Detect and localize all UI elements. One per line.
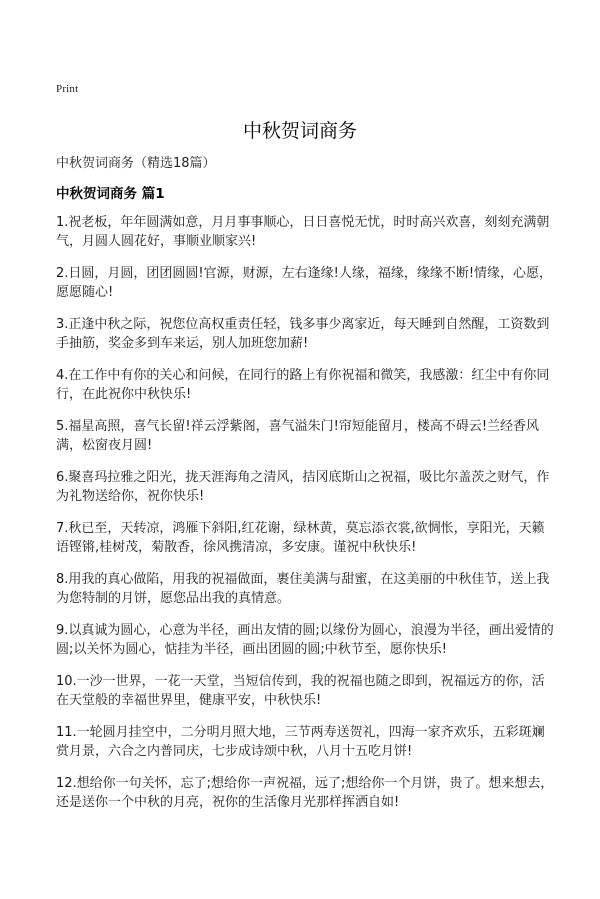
section-heading: 中秋贺词商务 篇1 <box>56 186 165 202</box>
greeting-item-8: 8.用我的真心做陷，用我的祝福做面，裹住美满与甜蜜，在这美丽的中秋佳节，送上我为您特制的月饼，愿您品出我的真情意。 <box>56 572 550 606</box>
greeting-item-2: 2.日圆，月圆，团团圆圆!官源，财源，左右逢缘!人缘，福缘，缘缘不断!情缘，心愿，愿愿随心! <box>56 266 553 300</box>
greeting-item-9: 9.以真诚为圆心，心意为半径，画出友情的圆;以缘份为圆心，浪漫为半径，画出爱情的圆;以关怀为圆心，惦挂为半径，画出团圆的圆;中秋节至，愿你快乐! <box>56 623 554 657</box>
greeting-item-6: 6.聚喜玛拉雅之阳光，拢天涯海角之清风，拮冈底斯山之祝福，吸比尔盖茨之财气，作为礼物送给你，祝你快乐! <box>56 470 550 504</box>
document-title: 中秋贺词商务 <box>242 120 357 142</box>
greeting-list <box>56 213 554 825</box>
greeting-item-5: 5.福星高照，喜气长留!祥云浮紫阁，喜气溢朱门!帘短能留月，楼高不碍云!兰经香风满，松窗夜月圆! <box>56 419 540 453</box>
greeting-item-7: 7.秋已至，天转凉，鸿雁下斜阳,红花谢，绿林黄，莫忘添衣裳,欲惆怅，享阳光，天籁语铿锵,桂树茂，菊散香，徐风携清凉，多安康。谨祝中秋快乐! <box>56 521 545 555</box>
document-subtitle: 中秋贺词商务（精选18篇） <box>56 156 216 171</box>
greeting-item-3: 3.正逢中秋之际，祝您位高权重责任轻，钱多事少离家近，每天睡到自然醒，工资数到手抽筋，奖金多到车来运，别人加班您加薪! <box>56 317 550 351</box>
greeting-item-11: 11.一轮圆月挂空中，二分明月照大地，三节两寿送贺礼，四海一家齐欢乐，五彩斑斓赏月景，六合之内普同庆，七步成诗颂中秋，八月十五吃月饼! <box>56 725 545 759</box>
print-label: Print <box>56 83 79 95</box>
greeting-item-10: 10.一沙一世界，一花一天堂，当短信传到，我的祝福也随之即到，祝福远方的你，活在天堂般的幸福世界里，健康平安，中秋快乐! <box>56 674 545 708</box>
greeting-item-1: 1.祝老板，年年圆满如意，月月事事顺心，日日喜悦无忧，时时高兴欢喜，刻刻充满朝气，月圆人圆花好，事顺业顺家兴! <box>56 215 550 249</box>
greeting-item-4: 4.在工作中有你的关心和问候，在同行的路上有你祝福和微笑，我感激：红尘中有你同行，在此祝你中秋快乐! <box>56 368 550 402</box>
greeting-item-12: 12.想给你一句关怀，忘了;想给你一声祝福，远了;想给你一个月饼，贵了。想来想去，还是送你一个中秋的月亮，祝你的生活像月光那样挥洒自如! <box>56 776 554 810</box>
